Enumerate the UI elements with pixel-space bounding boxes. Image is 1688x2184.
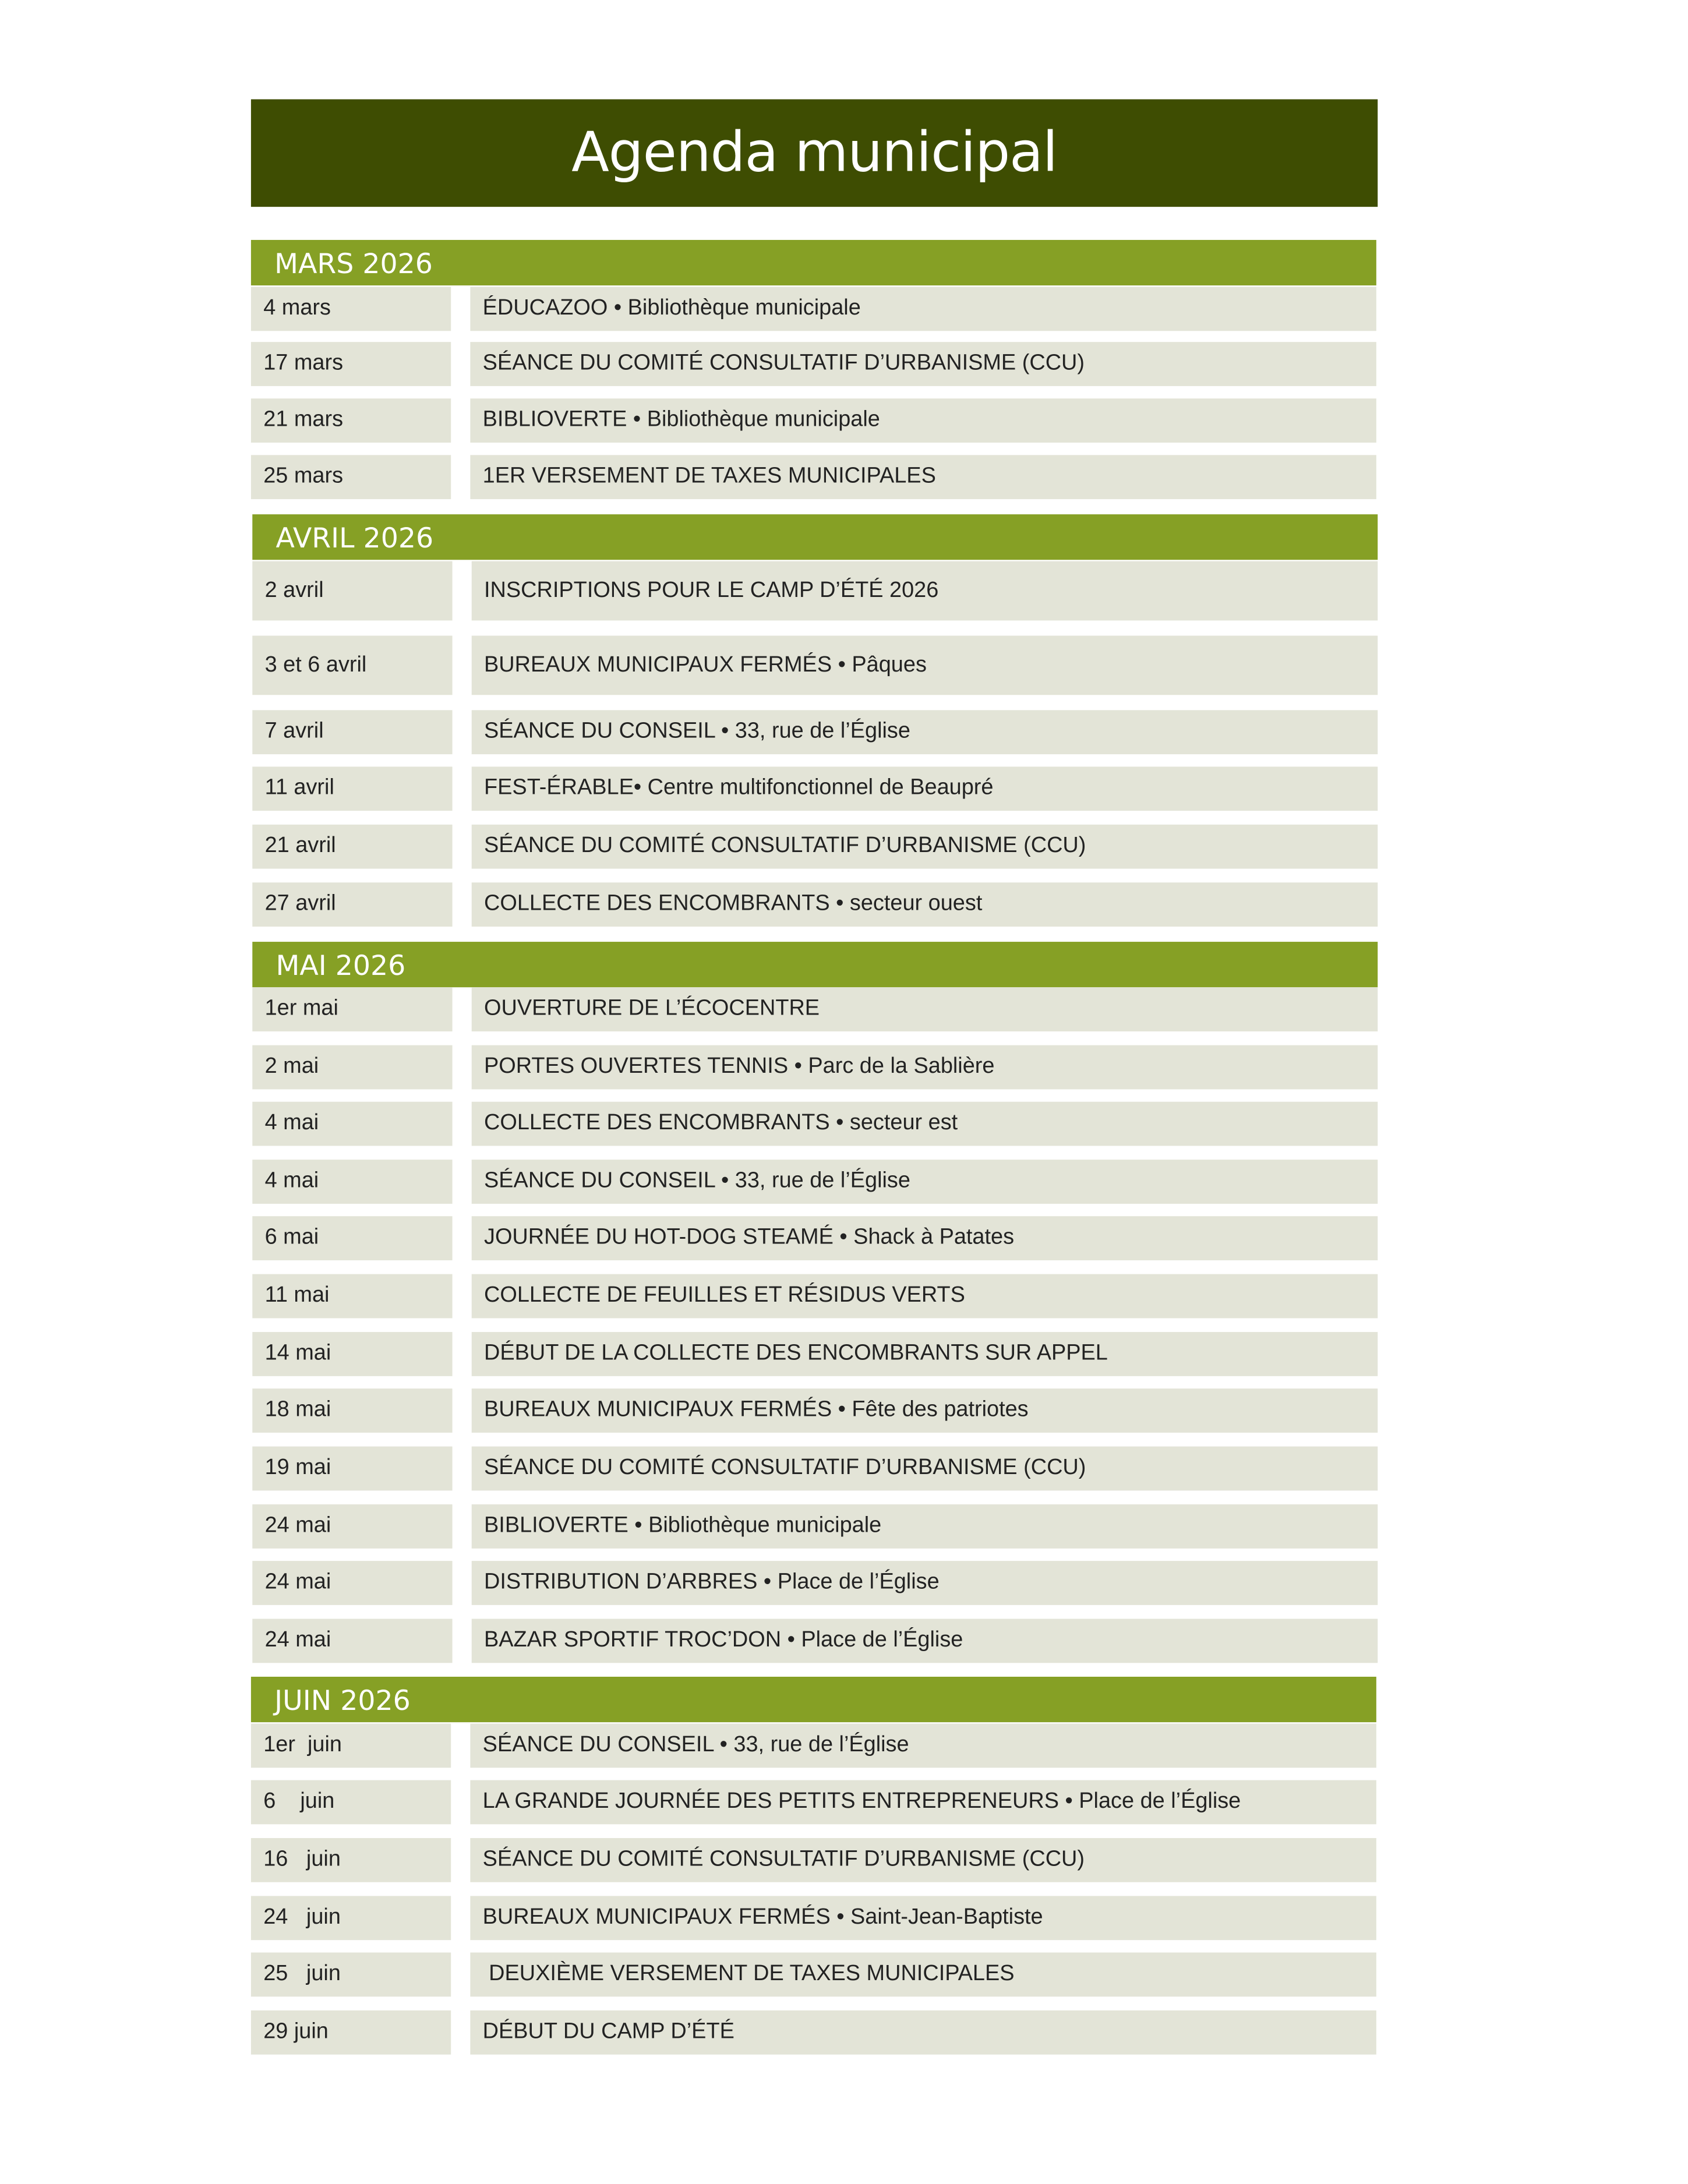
- event-description: BUREAUX MUNICIPAUX FERMÉS • Saint-Jean-Baptiste: [470, 1896, 1376, 1940]
- event-date: 1er juin: [251, 1724, 451, 1768]
- event-description: SÉANCE DU COMITÉ CONSULTATIF D’URBANISME (CCU): [472, 1447, 1378, 1491]
- event-date: 2 avril: [252, 561, 452, 621]
- agenda-row: [0, 1388, 1688, 1433]
- agenda-row: [0, 1561, 1688, 1605]
- event-date: 2 mai: [252, 1045, 452, 1090]
- agenda-row: [0, 766, 1688, 811]
- agenda-row: [0, 455, 1688, 499]
- event-description: LA GRANDE JOURNÉE DES PETITS ENTREPRENEURS • Place de l’Église: [470, 1780, 1376, 1825]
- event-date: 24 juin: [251, 1896, 451, 1940]
- event-date: 29 juin: [251, 2010, 451, 2055]
- agenda-row: [0, 635, 1688, 695]
- event-date: 11 avril: [252, 766, 452, 811]
- event-date: 3 et 6 avril: [252, 635, 452, 695]
- agenda-row: [0, 1447, 1688, 1491]
- event-description: BIBLIOVERTE • Bibliothèque municipale: [470, 398, 1376, 443]
- event-description: SÉANCE DU COMITÉ CONSULTATIF D’URBANISME (CCU): [472, 825, 1378, 869]
- agenda-row: [0, 1504, 1688, 1549]
- event-description: DEUXIÈME VERSEMENT DE TAXES MUNICIPALES: [470, 1953, 1376, 1997]
- event-date: 6 juin: [251, 1780, 451, 1825]
- event-description: INSCRIPTIONS POUR LE CAMP D’ÉTÉ 2026: [472, 561, 1378, 621]
- event-date: 21 avril: [252, 825, 452, 869]
- event-description: PORTES OUVERTES TENNIS • Parc de la Sablière: [472, 1045, 1378, 1090]
- event-description: BIBLIOVERTE • Bibliothèque municipale: [472, 1504, 1378, 1549]
- event-description: SÉANCE DU CONSEIL • 33, rue de l’Église: [472, 1160, 1378, 1204]
- event-date: 25 juin: [251, 1953, 451, 1997]
- section-header: AVRIL 2026: [252, 514, 1378, 560]
- agenda-row: [0, 1838, 1688, 1882]
- event-description: BAZAR SPORTIF TROC’DON • Place de l’Église: [472, 1619, 1378, 1663]
- section-header: MARS 2026: [251, 240, 1376, 285]
- agenda-row: [0, 561, 1688, 621]
- agenda-row: [0, 1780, 1688, 1825]
- event-description: COLLECTE DES ENCOMBRANTS • secteur est: [472, 1102, 1378, 1146]
- event-date: 21 mars: [251, 398, 451, 443]
- agenda-row: [0, 2010, 1688, 2055]
- event-date: 4 mai: [252, 1160, 452, 1204]
- event-date: 24 mai: [252, 1619, 452, 1663]
- agenda-row: [0, 825, 1688, 869]
- event-date: 11 mai: [252, 1274, 452, 1319]
- event-description: BUREAUX MUNICIPAUX FERMÉS • Pâques: [472, 635, 1378, 695]
- agenda-row: [0, 882, 1688, 927]
- event-date: 6 mai: [252, 1216, 452, 1260]
- event-date: 4 mai: [252, 1102, 452, 1146]
- page-title: Agenda municipal: [251, 99, 1378, 207]
- event-description: ÉDUCAZOO • Bibliothèque municipale: [470, 287, 1376, 331]
- event-date: 24 mai: [252, 1561, 452, 1605]
- agenda-row: [0, 1724, 1688, 1768]
- event-description: SÉANCE DU CONSEIL • 33, rue de l’Église: [470, 1724, 1376, 1768]
- agenda-row: [0, 1160, 1688, 1204]
- event-description: DÉBUT DU CAMP D’ÉTÉ: [470, 2010, 1376, 2055]
- event-date: 18 mai: [252, 1388, 452, 1433]
- event-date: 4 mars: [251, 287, 451, 331]
- event-date: 17 mars: [251, 342, 451, 386]
- section-header: MAI 2026: [252, 942, 1378, 987]
- agenda-row: [0, 1332, 1688, 1376]
- event-date: 27 avril: [252, 882, 452, 927]
- event-date: 14 mai: [252, 1332, 452, 1376]
- event-description: COLLECTE DE FEUILLES ET RÉSIDUS VERTS: [472, 1274, 1378, 1319]
- agenda-row: [0, 987, 1688, 1031]
- event-description: SÉANCE DU COMITÉ CONSULTATIF D’URBANISME (CCU): [470, 1838, 1376, 1882]
- event-description: JOURNÉE DU HOT-DOG STEAMÉ • Shack à Patates: [472, 1216, 1378, 1260]
- agenda-row: [0, 342, 1688, 386]
- agenda-row: [0, 1102, 1688, 1146]
- event-description: 1ER VERSEMENT DE TAXES MUNICIPALES: [470, 455, 1376, 499]
- agenda-row: [0, 1216, 1688, 1260]
- event-description: DISTRIBUTION D’ARBRES • Place de l’Église: [472, 1561, 1378, 1605]
- agenda-row: [0, 398, 1688, 443]
- event-description: SÉANCE DU CONSEIL • 33, rue de l’Église: [472, 710, 1378, 754]
- agenda-row: [0, 710, 1688, 754]
- agenda-row: [0, 1045, 1688, 1090]
- event-description: BUREAUX MUNICIPAUX FERMÉS • Fête des patriotes: [472, 1388, 1378, 1433]
- agenda-row: [0, 1619, 1688, 1663]
- agenda-row: [0, 1896, 1688, 1940]
- agenda-row: [0, 1274, 1688, 1319]
- event-date: 16 juin: [251, 1838, 451, 1882]
- event-description: COLLECTE DES ENCOMBRANTS • secteur ouest: [472, 882, 1378, 927]
- section-header: JUIN 2026: [251, 1677, 1376, 1722]
- event-date: 7 avril: [252, 710, 452, 754]
- event-date: 25 mars: [251, 455, 451, 499]
- event-date: 24 mai: [252, 1504, 452, 1549]
- event-description: DÉBUT DE LA COLLECTE DES ENCOMBRANTS SUR APPEL: [472, 1332, 1378, 1376]
- event-date: 1er mai: [252, 987, 452, 1031]
- event-description: SÉANCE DU COMITÉ CONSULTATIF D’URBANISME (CCU): [470, 342, 1376, 386]
- event-description: OUVERTURE DE L’ÉCOCENTRE: [472, 987, 1378, 1031]
- event-date: 19 mai: [252, 1447, 452, 1491]
- event-description: FEST-ÉRABLE• Centre multifonctionnel de Beaupré: [472, 766, 1378, 811]
- agenda-row: [0, 287, 1688, 331]
- agenda-row: [0, 1953, 1688, 1997]
